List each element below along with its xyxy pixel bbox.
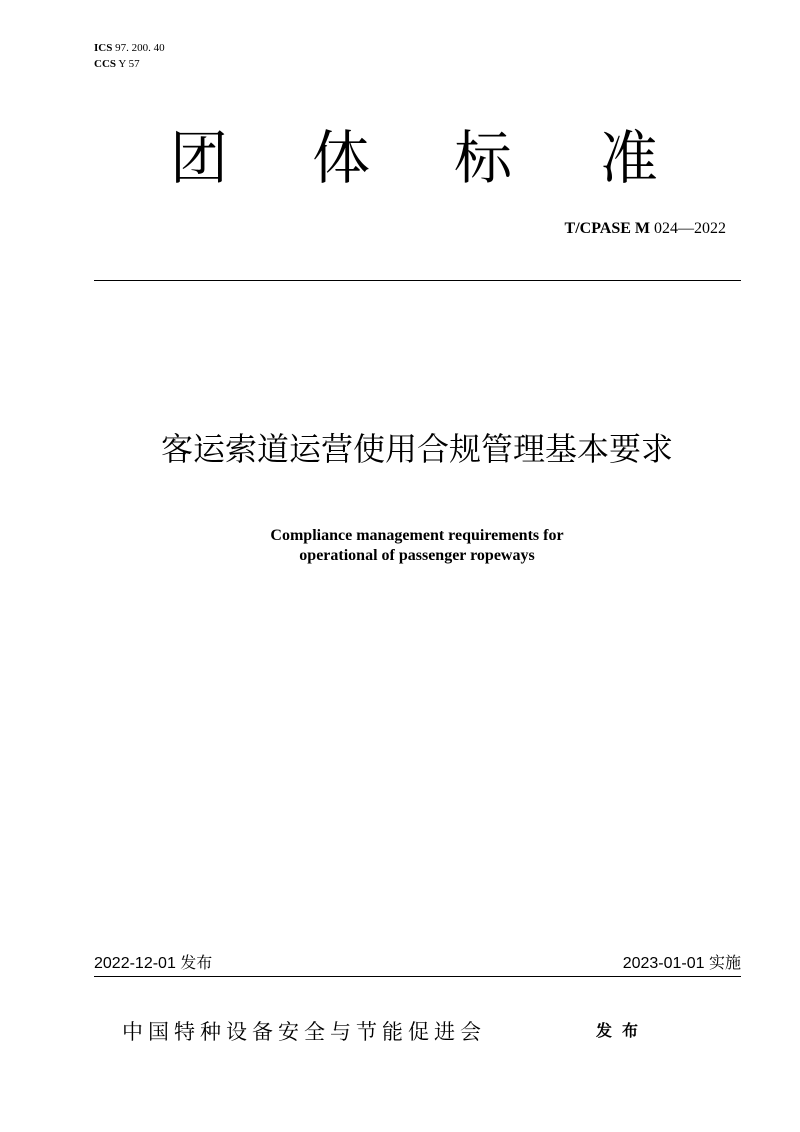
category-char-4: 准: [600, 124, 659, 192]
title-en-line-2: operational of passenger ropeways: [299, 547, 535, 564]
document-title-en: [0, 526, 800, 566]
title-en-line-1: Compliance management requirements for: [270, 527, 564, 544]
publisher-action: 发布: [596, 1021, 649, 1040]
bottom-divider: [94, 976, 741, 977]
document-title-zh: 客运索道运营使用合规管理基本要求: [160, 430, 673, 468]
ccs-code: CCS Y 57: [94, 58, 140, 70]
category-char-1: 团: [170, 124, 229, 192]
standard-code: 024—2022: [654, 220, 726, 237]
publisher-org: 中国特种设备安全与节能促进会: [122, 1020, 486, 1044]
publish-date: 2022-12-01 发布: [94, 955, 213, 972]
top-divider: [94, 280, 741, 281]
standard-prefix: T/CPASE M: [564, 220, 650, 237]
effective-date: 2023-01-01 实施: [622, 955, 741, 972]
category-char-3: 标: [454, 124, 513, 192]
classification-codes: [94, 40, 165, 72]
category-char-2: 体: [312, 124, 371, 192]
standard-number: [565, 220, 726, 238]
ics-code: ICS 97. 200. 40: [94, 42, 165, 54]
